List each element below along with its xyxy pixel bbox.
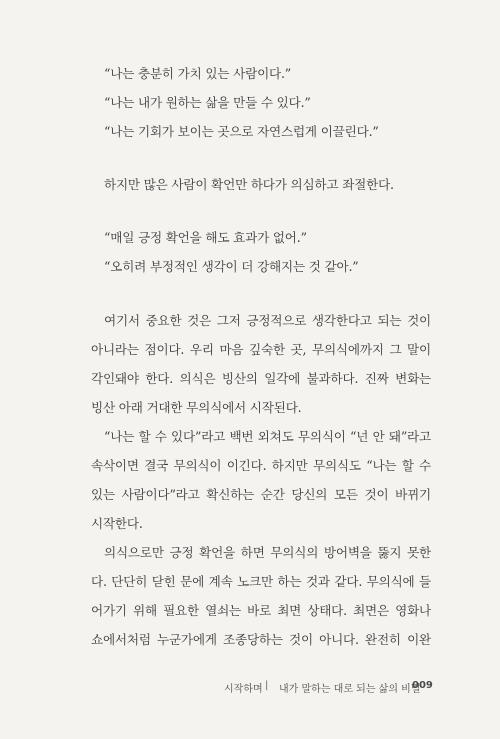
page-footer bbox=[0, 680, 500, 696]
page-number: 009 bbox=[412, 680, 433, 691]
paragraph-line: 시작한다. bbox=[91, 516, 143, 531]
paragraph-line: 의식으로만 긍정 확언을 하면 무의식의 방어벽을 뚫지 못한 bbox=[104, 545, 431, 560]
paragraph-line: 아니라는 점이다. 우리 마음 깊숙한 곳, 무의식에까지 그 말이 bbox=[91, 342, 431, 357]
paragraph-line: 다. 단단히 닫힌 문에 계속 노크만 하는 것과 같다. 무의식에 들 bbox=[91, 574, 431, 589]
affirmation-quote-1: “나는 충분히 가치 있는 사람이다.” bbox=[104, 66, 292, 81]
paragraph-line: “나는 할 수 있다”라고 백번 외쳐도 무의식이 “넌 안 돼”라고 bbox=[104, 429, 431, 444]
paragraph-line: 여기서 중요한 것은 그저 긍정적으로 생각한다고 되는 것이 bbox=[104, 313, 431, 328]
footer-section-name: 시작하며 bbox=[224, 684, 263, 695]
paragraph-line: 빙산 아래 거대한 무의식에서 시작된다. bbox=[91, 400, 302, 415]
paragraph-line: 각인돼야 한다. 의식은 빙산의 일각에 불과하다. 진짜 변화는 bbox=[91, 371, 431, 386]
footer-separator: | bbox=[265, 680, 269, 691]
doubt-quote-2: “오히려 부정적인 생각이 더 강해지는 것 같아.” bbox=[104, 259, 359, 274]
paragraph-line: 쇼에서처럼 누군가에게 조종당하는 것이 아니다. 완전히 이완 bbox=[91, 632, 431, 647]
paragraph-line: 있는 사람이다”라고 확신하는 순간 당신의 모든 것이 바뀌기 bbox=[91, 487, 431, 502]
doubt-quote-1: “매일 긍정 확언을 해도 효과가 없어.” bbox=[104, 230, 307, 245]
paragraph-line: 속삭이면 결국 무의식이 이긴다. 하지만 무의식도 “나는 할 수 bbox=[91, 458, 431, 473]
paragraph-line: 하지만 많은 사람이 확언만 하다가 의심하고 좌절한다. bbox=[104, 177, 394, 192]
paragraph-line: 어가기 위해 필요한 열쇠는 바로 최면 상태다. 최면은 영화나 bbox=[91, 603, 431, 618]
affirmation-quote-2: “나는 내가 원하는 삶을 만들 수 있다.” bbox=[104, 95, 311, 110]
affirmation-quote-3: “나는 기회가 보이는 곳으로 자연스럽게 이끌린다.” bbox=[104, 124, 379, 139]
footer-book-title: 내가 말하는 대로 되는 삶의 비밀 bbox=[279, 684, 421, 695]
